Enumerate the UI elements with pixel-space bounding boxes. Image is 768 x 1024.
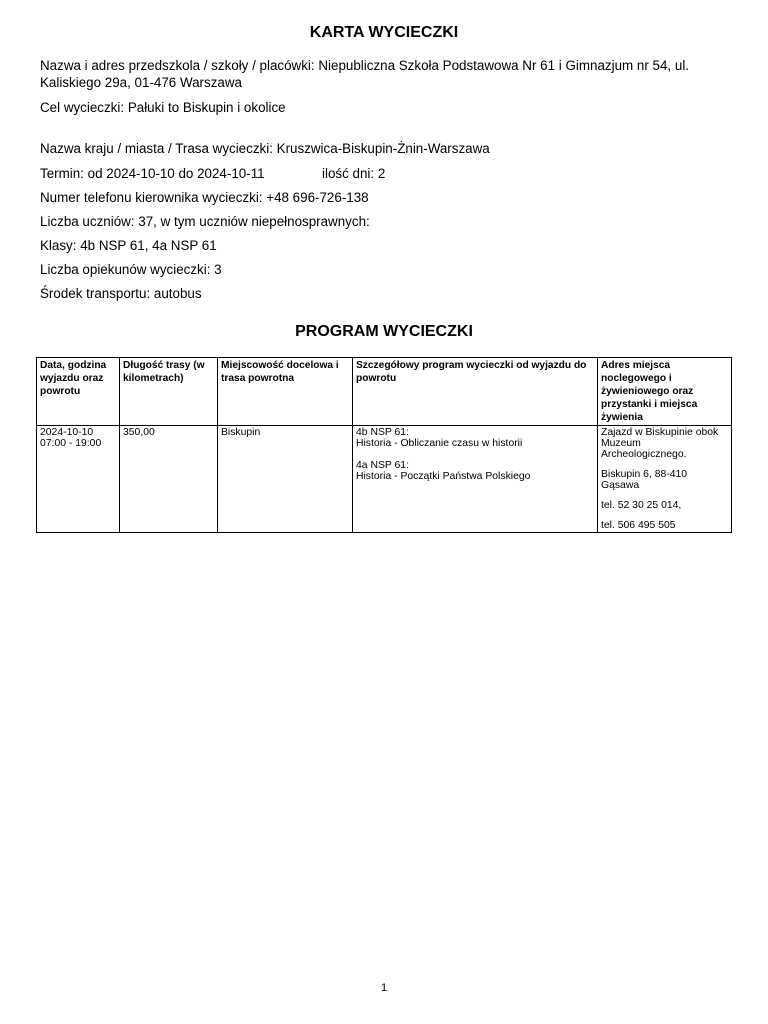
cell-address [598, 426, 732, 533]
program-topic-2: Historia - Początki Państwa Polskiego [356, 471, 531, 482]
program-class-2: 4a NSP 61: [356, 460, 409, 471]
field-route [40, 140, 490, 157]
field-phone [40, 189, 369, 206]
program-table [36, 357, 732, 533]
header-destination: Miejscowość docelowa i trasa powrotna [218, 358, 353, 426]
cell-date-value: 2024-10-10 [40, 427, 94, 438]
field-days-value: 2 [377, 166, 386, 181]
program-spacer [356, 449, 594, 460]
field-term [40, 165, 265, 182]
field-classes [40, 237, 217, 254]
field-transport-value: autobus [153, 286, 202, 301]
address-tel-2: tel. 506 495 505 [601, 520, 676, 531]
table-row [37, 426, 732, 533]
address-line-1: Zajazd w Biskupinie obok Muzeum Archeologicznego. [601, 427, 719, 460]
field-phone-label: Numer telefonu kierownika wycieczki: [40, 190, 263, 205]
field-phone-value: +48 696-726-138 [266, 190, 369, 205]
field-classes-value: 4b NSP 61, 4a NSP 61 [80, 238, 217, 253]
cell-program [353, 426, 598, 533]
field-classes-label: Klasy: [40, 238, 77, 253]
field-school-value: Niepubliczna Szkoła Podstawowa Nr 61 i Gimnazjum nr 54, [318, 58, 672, 73]
header-address: Adres miejsca noclegowego i żywieniowego oraz przystanki i miejsca żywienia [598, 358, 732, 426]
program-title: PROGRAM WYCIECZKI [295, 323, 473, 340]
header-program: Szczegółowy program wycieczki od wyjazdu do powrotu [353, 358, 598, 426]
field-school-label: Nazwa i adres przedszkola / szkoły / placówki: [40, 58, 315, 73]
field-school-address: ul. Kaliskiego 29a, 01-476 Warszawa [40, 58, 690, 90]
field-term-value: od 2024-10-10 do 2024-10-11 [87, 166, 265, 181]
field-transport [40, 285, 202, 302]
field-transport-label: Środek transportu: [40, 286, 151, 301]
cell-time-value: 07:00 - 19:00 [40, 438, 102, 449]
field-students-label: Liczba uczniów: [40, 214, 135, 229]
address-tel-1: tel. 52 30 25 014, [601, 500, 682, 511]
field-term-label: Termin: [40, 166, 84, 181]
page-number: 1 [380, 982, 388, 994]
cell-destination: Biskupin [218, 426, 353, 533]
field-days [322, 165, 385, 182]
cell-date [37, 426, 120, 533]
field-school [40, 57, 730, 91]
field-guardians-label: Liczba opiekunów wycieczki: [40, 262, 211, 277]
header-distance: Długość trasy (w kilometrach) [120, 358, 218, 426]
table-header-row [37, 358, 732, 426]
field-goal-value: Pałuki to Biskupin i okolice [127, 100, 286, 115]
address-spacer-1 [601, 460, 728, 469]
header-date: Data, godzina wyjazdu oraz powrotu [37, 358, 120, 426]
program-topic-1: Historia - Obliczanie czasu w historii [356, 438, 523, 449]
field-route-label: Nazwa kraju / miasta / Trasa wycieczki: [40, 141, 273, 156]
field-goal [40, 99, 286, 116]
field-days-label: ilość dni: [322, 166, 375, 181]
field-route-value: Kruszwica-Biskupin-Żnin-Warszawa [276, 141, 490, 156]
field-guardians-value: 3 [214, 262, 222, 277]
field-goal-label: Cel wycieczki: [40, 100, 125, 115]
cell-distance: 350,00 [120, 426, 218, 533]
address-line-2: Biskupin 6, 88-410 Gąsawa [601, 469, 688, 491]
field-guardians [40, 261, 222, 278]
program-class-1: 4b NSP 61: [356, 427, 409, 438]
field-students [40, 213, 370, 230]
address-spacer-2 [601, 491, 728, 500]
document-title: KARTA WYCIECZKI [309, 24, 459, 41]
field-students-value: 37, w tym uczniów niepełnosprawnych: [138, 214, 370, 229]
address-spacer-3 [601, 511, 728, 520]
